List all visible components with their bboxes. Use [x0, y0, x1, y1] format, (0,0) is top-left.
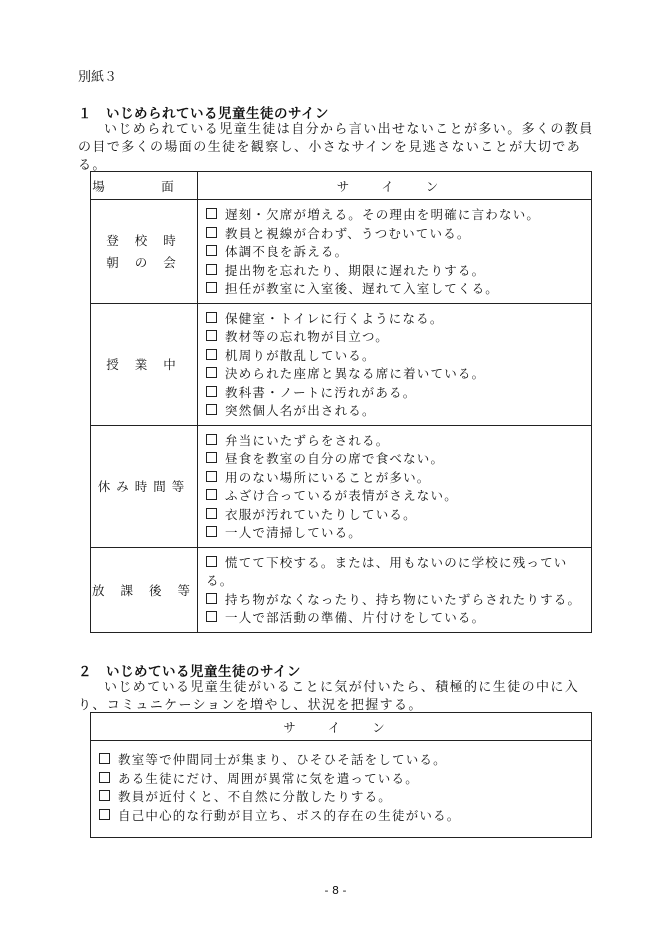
checkbox-icon: [206, 611, 217, 622]
checklist-item-text: 担任が教室に入室後、遅れて入室してくる。: [225, 281, 500, 296]
checklist-item: [99, 751, 583, 770]
checkbox-icon: [206, 508, 217, 519]
checklist-item: [206, 328, 583, 347]
checklist-item: [206, 225, 583, 244]
sign-list: [198, 425, 592, 547]
checkbox-icon: [206, 489, 217, 500]
checklist-item-text: 教室等で仲間同士が集まり、ひそひそ話をしている。: [118, 752, 447, 767]
checklist-item: [206, 506, 583, 525]
checkbox-icon: [99, 772, 110, 783]
checkbox-icon: [206, 245, 217, 256]
checklist-item-text: 一人で部活動の準備、片付けをしている。: [225, 610, 486, 625]
page-number: - 8 -: [324, 884, 347, 897]
checklist-item-text: 教材等の忘れ物が目立つ。: [225, 329, 389, 344]
checklist-item-text: 衣服が汚れていたりしている。: [225, 506, 417, 522]
section2-number: ２: [78, 664, 92, 680]
section1-heading: [78, 102, 329, 122]
sign-list: [91, 741, 592, 838]
checkbox-icon: [206, 349, 217, 360]
checkbox-icon: [206, 264, 217, 275]
scene-cell: [91, 303, 198, 425]
checklist-item: [206, 591, 583, 610]
checkbox-icon: [206, 526, 217, 537]
table2-row: [91, 741, 592, 838]
sign-list: [198, 547, 592, 632]
checklist-item-text: 自己中心的な行動が目立ち、ボス的存在の生徒がいる。: [118, 807, 461, 823]
table-row: [91, 303, 592, 425]
checklist-item-text: 教員と視線が合わず、うつむいている。: [225, 225, 471, 241]
scene-label: 休み時間等: [97, 479, 191, 494]
checklist-item-text: 遅刻・欠席が増える。その理由を明確に言わない。: [225, 207, 541, 222]
checkbox-icon: [206, 282, 217, 293]
checklist-item: [206, 524, 583, 543]
header-signs: サ イ ン: [198, 172, 592, 200]
scene-label: 登 校 時: [106, 233, 182, 249]
checklist-item: [99, 807, 583, 826]
table1-header-row: [91, 172, 592, 200]
section1-intro: いじめられている児童生徒は自分から言い出せないことが多い。多くの教員の目で多くの場面の生徒を観察し、小さなサインを見逃さないことが大切である。: [78, 122, 594, 173]
checklist-item-text: 突然個人名が出される。: [225, 403, 376, 418]
section1-title: いじめられている児童生徒のサイン: [106, 106, 330, 122]
checkbox-icon: [206, 312, 217, 323]
checkbox-icon: [99, 753, 110, 764]
checkbox-icon: [206, 330, 217, 341]
table-row: [91, 547, 592, 632]
checkbox-icon: [206, 434, 217, 445]
checklist-item: [99, 770, 583, 789]
checklist-item: [206, 310, 583, 329]
checklist-item: [206, 365, 583, 384]
scene-label: 放 課 後 等: [92, 582, 196, 598]
checklist-item: [206, 262, 583, 281]
checklist-item-text: 決められた座席と異なる席に着いている。: [225, 366, 486, 381]
scene-cell: [91, 547, 198, 632]
checklist-item: [206, 280, 583, 299]
checklist-item: [206, 554, 583, 591]
checklist-item: [206, 402, 583, 421]
checklist-item-text: 教科書・ノートに汚れがある。: [225, 384, 417, 400]
checkbox-icon: [206, 593, 217, 604]
scene-label: 朝 の 会: [106, 255, 182, 271]
checklist-item-text: 保健室・トイレに行くようになる。: [225, 310, 444, 326]
checklist-item-text: 体調不良を訴える。: [225, 244, 349, 259]
checkbox-icon: [206, 208, 217, 219]
sign-list: [198, 303, 592, 425]
checklist-item-text: 慌てて下校する。または、用もないのに学校に残っている。: [206, 554, 568, 588]
header-signs: サ イ ン: [91, 713, 592, 741]
header-scene: 場 面: [91, 172, 198, 200]
checkbox-icon: [206, 367, 217, 378]
checklist-item-text: ふざけ合っているが表情がさえない。: [225, 488, 458, 503]
checklist-item: [206, 347, 583, 366]
checklist-item: [206, 487, 583, 506]
section2-signs-table: [90, 712, 592, 838]
checklist-item: [206, 206, 583, 225]
scene-cell: [91, 200, 198, 304]
checklist-item: [99, 788, 583, 807]
checkbox-icon: [206, 452, 217, 463]
checklist-item-text: 用のない場所にいることが多い。: [225, 469, 431, 485]
checklist-item-text: 持ち物がなくなったり、持ち物にいたずらされたりする。: [225, 591, 582, 607]
checklist-item: [206, 469, 583, 488]
checkbox-icon: [99, 790, 110, 801]
section1-number: １: [78, 106, 92, 122]
checklist-item: [206, 243, 583, 262]
checklist-item-text: 机周りが散乱している。: [225, 347, 376, 363]
checklist-item: [206, 450, 583, 469]
section2-heading: [78, 660, 301, 680]
scene-cell: [91, 425, 198, 547]
table-row: [91, 200, 592, 304]
checklist-item: [206, 432, 583, 451]
section2-intro: いじめている児童生徒がいることに気が付いたら、積極的に生徒の中に入り、コミュニケーションを増やし、状況を把握する。: [78, 680, 580, 713]
checklist-item-text: 昼食を教室の自分の席で食べない。: [225, 451, 445, 466]
checkbox-icon: [206, 227, 217, 238]
checklist-item-text: 弁当にいたずらをされる。: [225, 432, 390, 448]
sign-list: [198, 200, 592, 304]
checklist-item-text: 一人で清掃している。: [225, 525, 363, 540]
checklist-item: [206, 384, 583, 403]
checklist-item: [206, 609, 583, 628]
checklist-item-text: ある生徒にだけ、周囲が異常に気を遣っている。: [118, 770, 419, 786]
checkbox-icon: [99, 809, 110, 820]
section2-title: いじめている児童生徒のサイン: [106, 664, 302, 680]
checkbox-icon: [206, 386, 217, 397]
checkbox-icon: [206, 404, 217, 415]
section1-signs-table: [90, 171, 592, 633]
table2-header-row: [91, 713, 592, 741]
scene-label: 授 業 中: [106, 357, 182, 372]
table-row: [91, 425, 592, 547]
checklist-item-text: 提出物を忘れたり、期限に遅れたりする。: [225, 262, 486, 278]
checkbox-icon: [206, 556, 217, 567]
checklist-item-text: 教員が近付くと、不自然に分散したりする。: [118, 789, 393, 804]
attachment-label: 別紙３: [78, 70, 118, 85]
checkbox-icon: [206, 471, 217, 482]
